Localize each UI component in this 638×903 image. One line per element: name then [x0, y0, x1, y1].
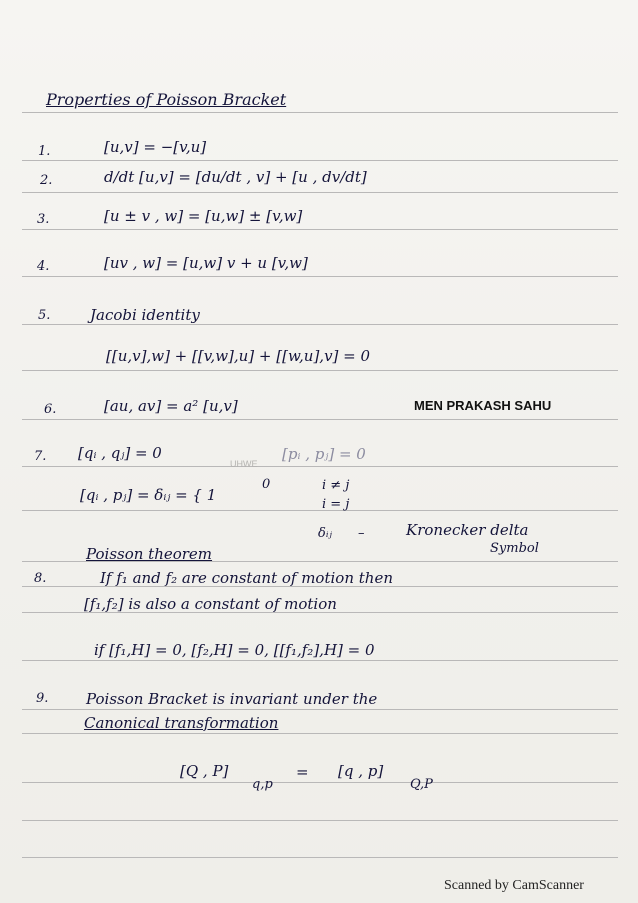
rule-line: [22, 733, 618, 734]
scanner-watermark: Scanned by CamScanner: [444, 878, 584, 893]
canonical-line: Canonical transformation: [84, 714, 279, 732]
rule-line: [22, 276, 618, 277]
jacobi-identity-formula: [[u,v],w] + [[v,w],u] + [[w,u],v] = 0: [106, 347, 371, 365]
final-rhs-subscript: Q,P: [410, 777, 433, 792]
item-number: 5.: [38, 308, 51, 323]
item-formula: [au, av] = a² [u,v]: [104, 397, 238, 415]
final-equals: =: [296, 763, 309, 781]
poisson-theorem-heading: Poisson theorem: [86, 545, 213, 563]
symbol-label: Symbol: [490, 541, 539, 556]
kronecker-label: Kronecker delta: [406, 521, 529, 539]
item-number: 2.: [40, 173, 53, 188]
item-text: If f₁ and f₂ are constant of motion then: [100, 569, 393, 587]
final-lhs-subscript: q,p: [252, 777, 273, 792]
item-number: 8.: [34, 571, 47, 586]
rule-line: [22, 160, 618, 161]
rule-line: [22, 510, 618, 511]
rule-line: [22, 192, 618, 193]
page-title: Properties of Poisson Bracket: [46, 90, 287, 109]
rule-line: [22, 324, 618, 325]
rule-line: [22, 466, 618, 467]
delta-symbol: δᵢⱼ: [318, 526, 332, 541]
item-number: 4.: [37, 259, 50, 274]
item-number: 9.: [36, 691, 49, 706]
rule-line: [22, 709, 618, 710]
item-number: 3.: [37, 212, 50, 227]
rule-line: [22, 112, 618, 113]
rule-line: [22, 820, 618, 821]
item-formula: [uv , w] = [u,w] v + u [v,w]: [104, 254, 308, 272]
if-line: if [f₁,H] = 0, [f₂,H] = 0, [[f₁,f₂],H] = 0: [94, 641, 375, 659]
item-formula: d/dt [u,v] = [du/dt , v] + [u , dv/dt]: [104, 168, 367, 186]
item-number: 6.: [44, 402, 57, 417]
condition-i-ne-j: i ≠ j: [322, 478, 350, 493]
item-number: 7.: [34, 449, 47, 464]
qp-formula: [qᵢ , pⱼ] = δᵢⱼ = { 1: [80, 486, 217, 504]
rule-line: [22, 419, 618, 420]
item-text: Poisson Bracket is invariant under the: [86, 690, 378, 708]
faint-stamp-text: UHWE: [230, 459, 258, 469]
item-formula: [qᵢ , qⱼ] = 0: [78, 444, 162, 462]
rule-line: [22, 229, 618, 230]
final-lhs: [Q , P]: [180, 762, 229, 780]
dash: –: [358, 526, 365, 541]
pp-formula: [pᵢ , pⱼ] = 0: [282, 445, 366, 463]
qp-zero: 0: [262, 477, 271, 492]
author-stamp: MEN PRAKASH SAHU: [414, 398, 552, 413]
item-formula: [u,v] = −[v,u]: [104, 138, 207, 156]
rule-line: [22, 370, 618, 371]
rule-line: [22, 857, 618, 858]
final-rhs: [q , p]: [338, 762, 384, 780]
item-formula: [u ± v , w] = [u,w] ± [v,w]: [104, 207, 303, 225]
also-line: [f₁,f₂] is also a constant of motion: [84, 595, 337, 613]
rule-line: [22, 782, 618, 783]
rule-line: [22, 660, 618, 661]
item-number: 1.: [38, 144, 51, 159]
item-heading: Jacobi identity: [90, 306, 200, 324]
condition-i-eq-j: i = j: [322, 497, 350, 512]
